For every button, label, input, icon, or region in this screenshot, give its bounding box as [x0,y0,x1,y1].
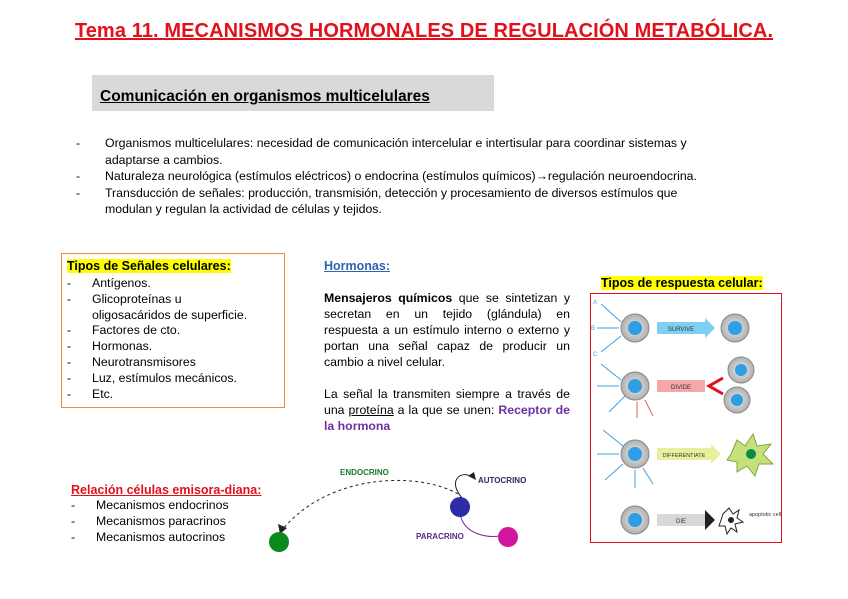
autocrine-arrow [455,475,474,500]
signal-letter: B [591,326,596,332]
hormones-receptor-text: La señal la transmiten siempre a través de una proteína a la que se unen: Receptor de la hormona [324,387,571,433]
signals-title: Tipos de Señales celulares: [67,259,231,273]
bullet-item [76,168,756,185]
divide-row [597,357,754,418]
bullet-item [76,185,756,218]
response-figure-svg [591,294,781,542]
action-label: SURVIVE [667,327,695,333]
response-types-figure [590,293,782,543]
list-item: - Factores de cto. [67,323,181,338]
bullet-item [76,135,756,168]
bullet-text: adaptarse a cambios. [105,152,223,167]
paracrine-arrow [460,514,500,536]
list-item: - Luz, estímulos mecánicos. [67,370,237,385]
autocrine-label: AUTOCRINO [478,476,527,485]
bullet-dash: - [76,136,81,150]
intro-bullet-list [76,135,756,218]
communication-diagram [260,460,550,560]
endocrine-label: ENDOCRINO [340,468,389,477]
hormones-definition: Mensajeros químicos que se sintetizan y secretan en un tejido (glándula) en respuesta a un estímulo interno o externo y portan una señal capaz de producir un cambio a nivel celular. [324,291,570,369]
survive-row [591,300,749,358]
relation-title: Relación células emisora-diana: [71,483,262,497]
action-label: DIFFERENTIATE [662,453,706,459]
bullet-text: Naturaleza neurológica (estímulos eléctricos) o endocrina (estímulos químicos)→regulación neuroendocrina. [105,169,697,183]
list-item: - Antígenos. [67,276,151,290]
bullet-text: Transducción de señales: producción, transmisión, detección y procesamiento de diversos estímulos que [105,185,678,200]
signal-letter: A [593,300,598,306]
endocrine-target-cell-icon [269,532,289,552]
receptor-term: Receptor de la hormona [324,403,571,433]
list-item: - Hormonas. [67,339,153,354]
list-item: - Mecanismos endocrinos [71,498,229,512]
action-label: DIVIDE [670,385,692,391]
bullet-text: Organismos multicelulares: necesidad de comunicación intercelular e intertisular para coordinar sistemas y [105,136,687,150]
list-item: - Glicoproteínas u oligosacáridos de superficie. [67,291,248,322]
emitter-cell-icon [450,497,470,517]
paracrine-target-cell-icon [498,527,518,547]
apoptotic-label: apoptotic cell [749,512,781,518]
paracrine-label: PARACRINO [416,532,464,541]
list-item: - Mecanismos paracrinos [71,513,226,528]
bullet-text: modulan y regulan la actividad de células y tejidos. [105,202,382,216]
action-label: DIE [675,519,687,525]
page-title: Tema 11. MECANISMOS HORMONALES DE REGULACIÓN METABÓLICA. [74,20,774,42]
endocrine-arrow [282,480,458,530]
bullet-dash: - [76,185,81,200]
relation-list [71,498,229,545]
response-types-title: Tipos de respuesta celular: [601,276,763,290]
differentiate-row [597,430,773,488]
bullet-dash: - [76,169,81,183]
list-item: - Mecanismos autocrinos [71,529,226,544]
list-item: - Etc. [67,386,114,401]
section-title: Comunicación en organismos multicelulares [100,88,430,105]
hormones-title: Hormonas: [324,259,390,273]
nucleus-icon [628,321,642,335]
list-item: - Neurotransmisores [67,354,196,369]
die-row [621,506,781,534]
signals-list [67,276,281,402]
signal-letter: C [593,352,598,358]
